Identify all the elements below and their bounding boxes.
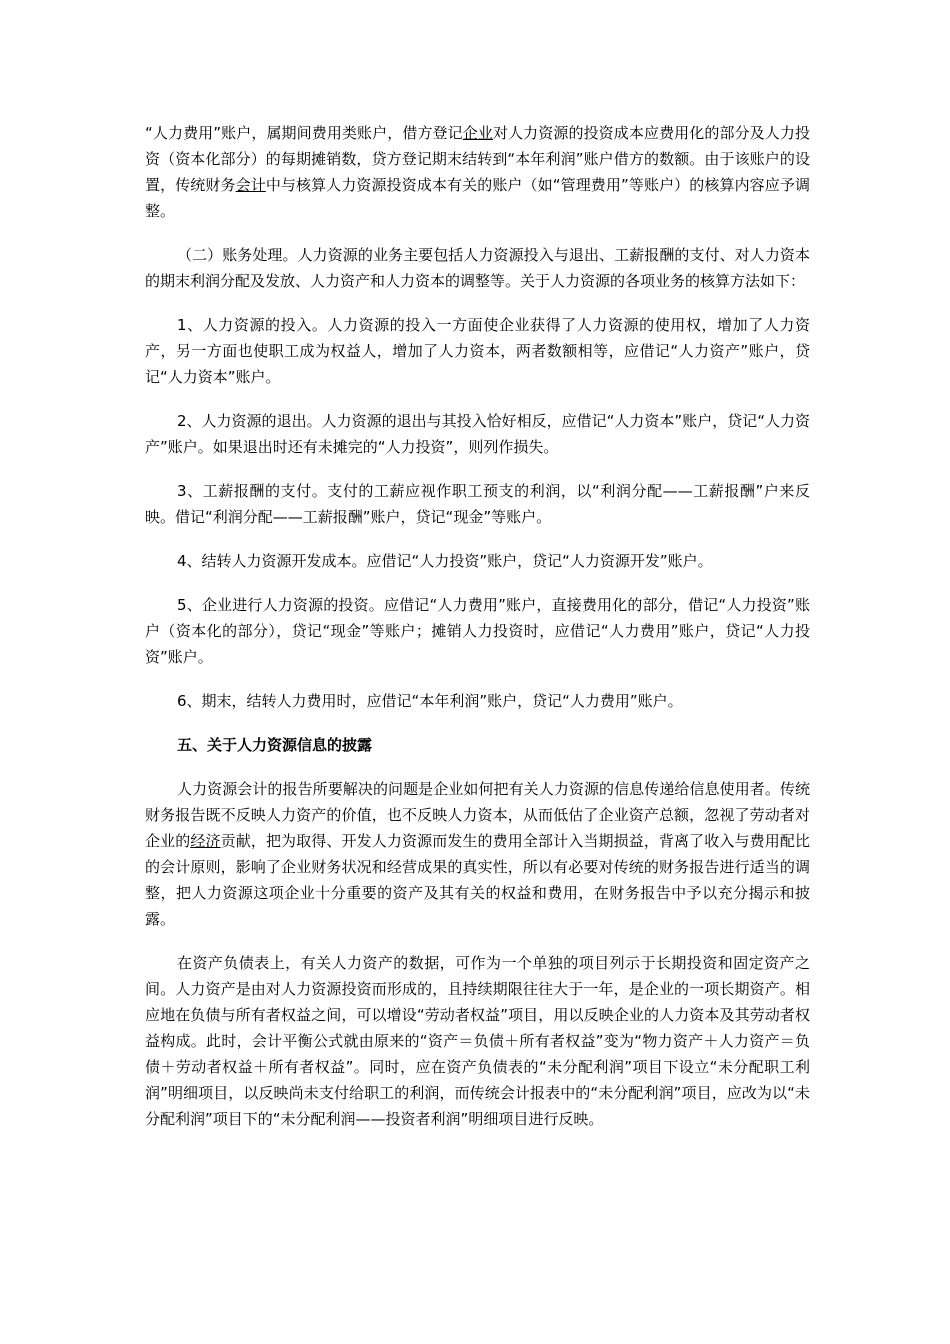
list-item-3: 3、工薪报酬的支付。支付的工薪应视作职工预支的利润，以“利润分配——工薪报酬”户来反映。借记“利润分配——工薪报酬”账户，贷记“现金”等账户。 (145, 482, 810, 526)
text-segment: “人力费用”账户，属期间费用类账户，借方登记 (145, 124, 463, 142)
text-segment: 贡献，把为取得、开发人力资源而发生的费用全部计入当期损益，背离了收入与费用配比的会计原则，影响了企业财务状况和经营成果的真实性，所以有必要对传统的财务报告进行适当的调整，把人力资源这项企业十分重要的资产及其有关的权益和费用，在财务报告中予以充分揭示和披露。 (145, 832, 810, 928)
list-item-5: 5、企业进行人力资源的投资。应借记“人力费用”账户，直接费用化的部分，借记“人力投资”账户（资本化的部分），贷记“现金”等账户；摊销人力投资时，应借记“人力费用”账户，贷记“人力投资”账户。 (145, 596, 810, 666)
list-item-6: 6、期末，结转人力费用时，应借记“本年利润”账户，贷记“人力费用”账户。 (177, 692, 683, 710)
section-heading: 五、关于人力资源信息的披露 (177, 736, 373, 754)
text-segment: 对人力资源的投资成本应费用化的部分及人力投资（资本化部分）的每期摊销数，贷方登记期末结转到“本年利润”账户借方的数额。由于该账户的设置，传统财务 (145, 124, 810, 194)
text-segment: 中与核算人力资源投资成本有关的账户（如“管理费用”等账户）的核算内容应予调整。 (145, 176, 810, 220)
text-segment: 人力资源会计的报告所要解决的问题是企业如何把有关人力资源的信息传递给信息使用者。传统财务报告既不反映人力资产的价值，也不反映人力资本，从而低估了企业资产总额，忽视了劳动者对企业的 (145, 780, 810, 850)
paragraph-disclosure (145, 776, 810, 932)
paragraph-balance-sheet: 在资产负债表上，有关人力资产的数据，可作为一个单独的项目列示于长期投资和固定资产之间。人力资产是由对人力资源投资而形成的，且持续期限往往大于一年，是企业的一项长期资产。相应地在负债与所有者权益之间，可以增设“劳动者权益”项目，用以反映企业的人力资本及其劳动者权益构成。此时，会计平衡公式就由原来的“资产＝负债＋所有者权益”变为“物力资产＋人力资产＝负债＋劳动者权益＋所有者权益”。同时，应在资产负债表的“未分配利润”项目下设立“未分配职工利润”明细项目，以反映尚未支付给职工的利润，而传统会计报表中的“未分配利润”项目，应改为以“未分配利润”项目下的“未分配利润——投资者利润”明细项目进行反映。 (145, 954, 810, 1128)
link-accounting[interactable]: 会计 (235, 176, 266, 194)
document-page (145, 120, 810, 1132)
paragraph-accounting-treatment: （二）账务处理。人力资源的业务主要包括人力资源投入与退出、工薪报酬的支付、对人力资本的期末利润分配及发放、人力资产和人力资本的调整等。关于人力资源的各项业务的核算方法如下： (145, 246, 810, 290)
list-item-2: 2、人力资源的退出。人力资源的退出与其投入恰好相反，应借记“人力资本”账户，贷记“人力资产”账户。如果退出时还有未摊完的“人力投资”，则列作损失。 (145, 412, 810, 456)
link-economy[interactable]: 经济 (190, 832, 221, 850)
link-enterprise[interactable]: 企业 (462, 124, 493, 142)
list-item-1: 1、人力资源的投入。人力资源的投入一方面使企业获得了人力资源的使用权，增加了人力资产，另一方面也使职工成为权益人，增加了人力资本，两者数额相等，应借记“人力资产”账户，贷记“人力资本”账户。 (145, 316, 810, 386)
paragraph-human-cost-account (145, 120, 810, 224)
list-item-4: 4、结转人力资源开发成本。应借记“人力投资”账户，贷记“人力资源开发”账户。 (177, 552, 713, 570)
